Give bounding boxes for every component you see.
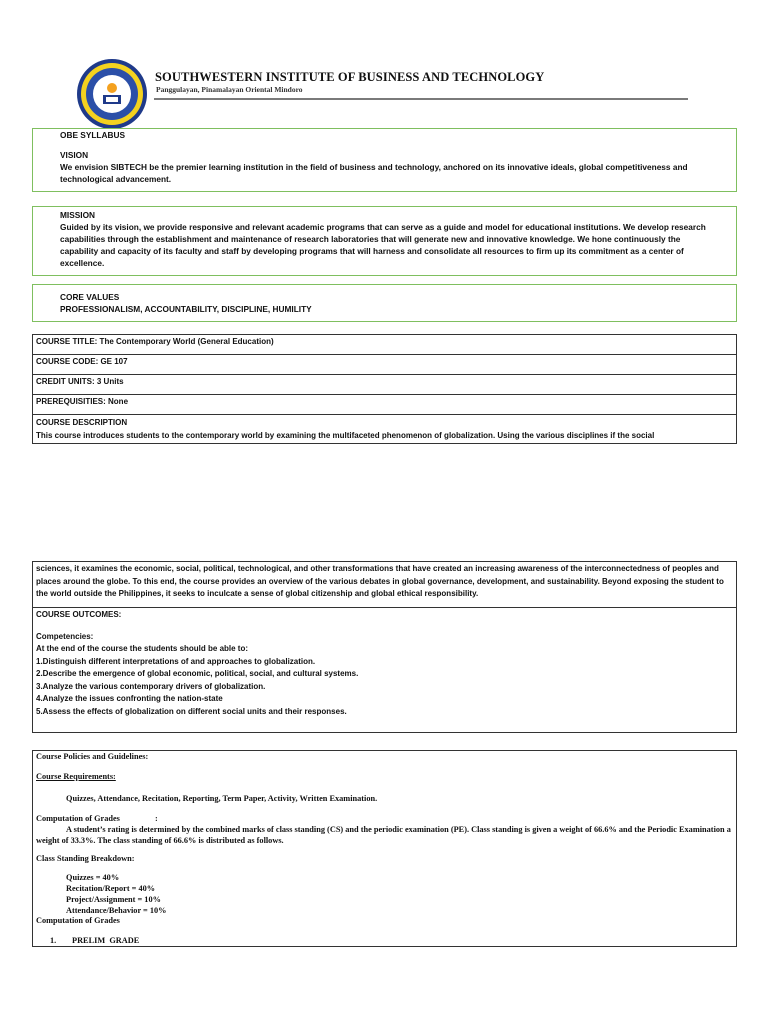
header-divider (154, 98, 688, 100)
outcome-item: 3.Analyze the various contemporary drivers of globalization. (36, 681, 266, 691)
computation-label: Computation of Grades (36, 814, 120, 823)
requirements-text: Quizzes, Attendance, Recitation, Reporting, Term Paper, Activity, Written Examination. (66, 794, 378, 803)
requirements-label: Course Requirements: (36, 772, 116, 781)
outcome-item: 4.Analyze the issues confronting the nation-state (36, 694, 223, 703)
course-outcomes-table (32, 561, 737, 733)
prelim-number: 1. (50, 936, 57, 945)
mission-label: MISSION (60, 210, 96, 220)
outcomes-intro: At the end of the course the students should be able to: (36, 644, 249, 653)
course-outcomes-cell (33, 608, 736, 732)
competencies-label: Competencies: (36, 631, 94, 641)
breakdown-item: Attendance/Behavior = 10% (66, 906, 167, 915)
breakdown-item: Recitation/Report = 40% (66, 884, 156, 893)
course-outcomes-label: COURSE OUTCOMES: (36, 610, 122, 619)
course-code-row: COURSE CODE: GE 107 (33, 355, 736, 375)
computation-text: A student’s rating is determined by the combined marks of class standing (CS) and the periodic examination (PE). Class standing is given a weight of 66.6% and the Periodic Examination a weight of 33.3%. The class standing of 66.6% is distributed as follows. (36, 825, 731, 845)
institution-seal-logo (76, 58, 148, 130)
outcome-item: 2.Describe the emergence of global economic, political, social, and cultural systems. (36, 669, 359, 678)
credit-units-row: CREDIT UNITS: 3 Units (33, 375, 736, 395)
mission-text: Guided by its vision, we provide responsive and relevant academic programs that can serve as a guide and model for educational institutions. We develop research capabilities through the establishment and maintenance of research laboratories that will generate new and innovative knowledge. We hone continuously the capability and capacity of its faculty and staff by developing programs that will harness and consolidate all resources to firm up its commitment as a center of excellence. (60, 222, 706, 268)
institution-address: Panggulayan, Pinamalayan Oriental Mindoro (156, 85, 303, 94)
policies-title: Course Policies and Guidelines: (36, 752, 149, 761)
course-description-label: COURSE DESCRIPTION (36, 418, 128, 427)
obe-syllabus-title: OBE SYLLABUS (60, 130, 125, 140)
course-policies-box (32, 750, 737, 947)
core-values-box (32, 284, 737, 322)
breakdown-item: Quizzes = 40% (66, 873, 120, 882)
outcome-item: 5.Assess the effects of globalization on different social units and their responses. (36, 706, 347, 716)
breakdown-label: Class Standing Breakdown: (36, 854, 135, 863)
prelim-grade-label: PRELIM GRADE (72, 936, 140, 945)
core-values-label: CORE VALUES (60, 292, 120, 302)
prerequisites-row: PREREQUISITIES: None (33, 395, 736, 415)
mission-box (32, 206, 737, 276)
vision-label: VISION (60, 150, 89, 160)
course-description-row (33, 415, 736, 443)
course-description-continued: sciences, it examines the economic, social, political, technological, and other transformations that have created an increasing awareness of the interconnectedness of peoples and places around the globe. To this end, the course provides an overview of the various debates in global governance, development, and sustainability. Beyond exposing the student to the world outside the Philippines, it seeks to inculcate a sense of global citizenship and global ethical responsibility. (33, 562, 736, 608)
computation-label-2: Computation of Grades (36, 916, 120, 925)
course-info-table (32, 334, 737, 444)
breakdown-item: Project/Assignment = 10% (66, 895, 161, 904)
computation-colon: : (155, 814, 158, 823)
vision-box (32, 128, 737, 192)
outcome-item: 1.Distinguish different interpretations of and approaches to globalization. (36, 656, 316, 666)
course-title-row: COURSE TITLE: The Contemporary World (General Education) (33, 335, 736, 355)
core-values-text: PROFESSIONALISM, ACCOUNTABILITY, DISCIPLINE, HUMILITY (60, 304, 312, 314)
vision-text: We envision SIBTECH be the premier learning institution in the field of business and technology, anchored on its innovative ideals, global competitiveness and technological advancement. (60, 162, 688, 184)
institution-name: SOUTHWESTERN INSTITUTE OF BUSINESS AND TECHNOLOGY (155, 70, 545, 84)
course-description-text-part1: This course introduces students to the contemporary world by examining the multifaceted phenomenon of globalization. Using the various disciplines if the social (36, 430, 655, 440)
